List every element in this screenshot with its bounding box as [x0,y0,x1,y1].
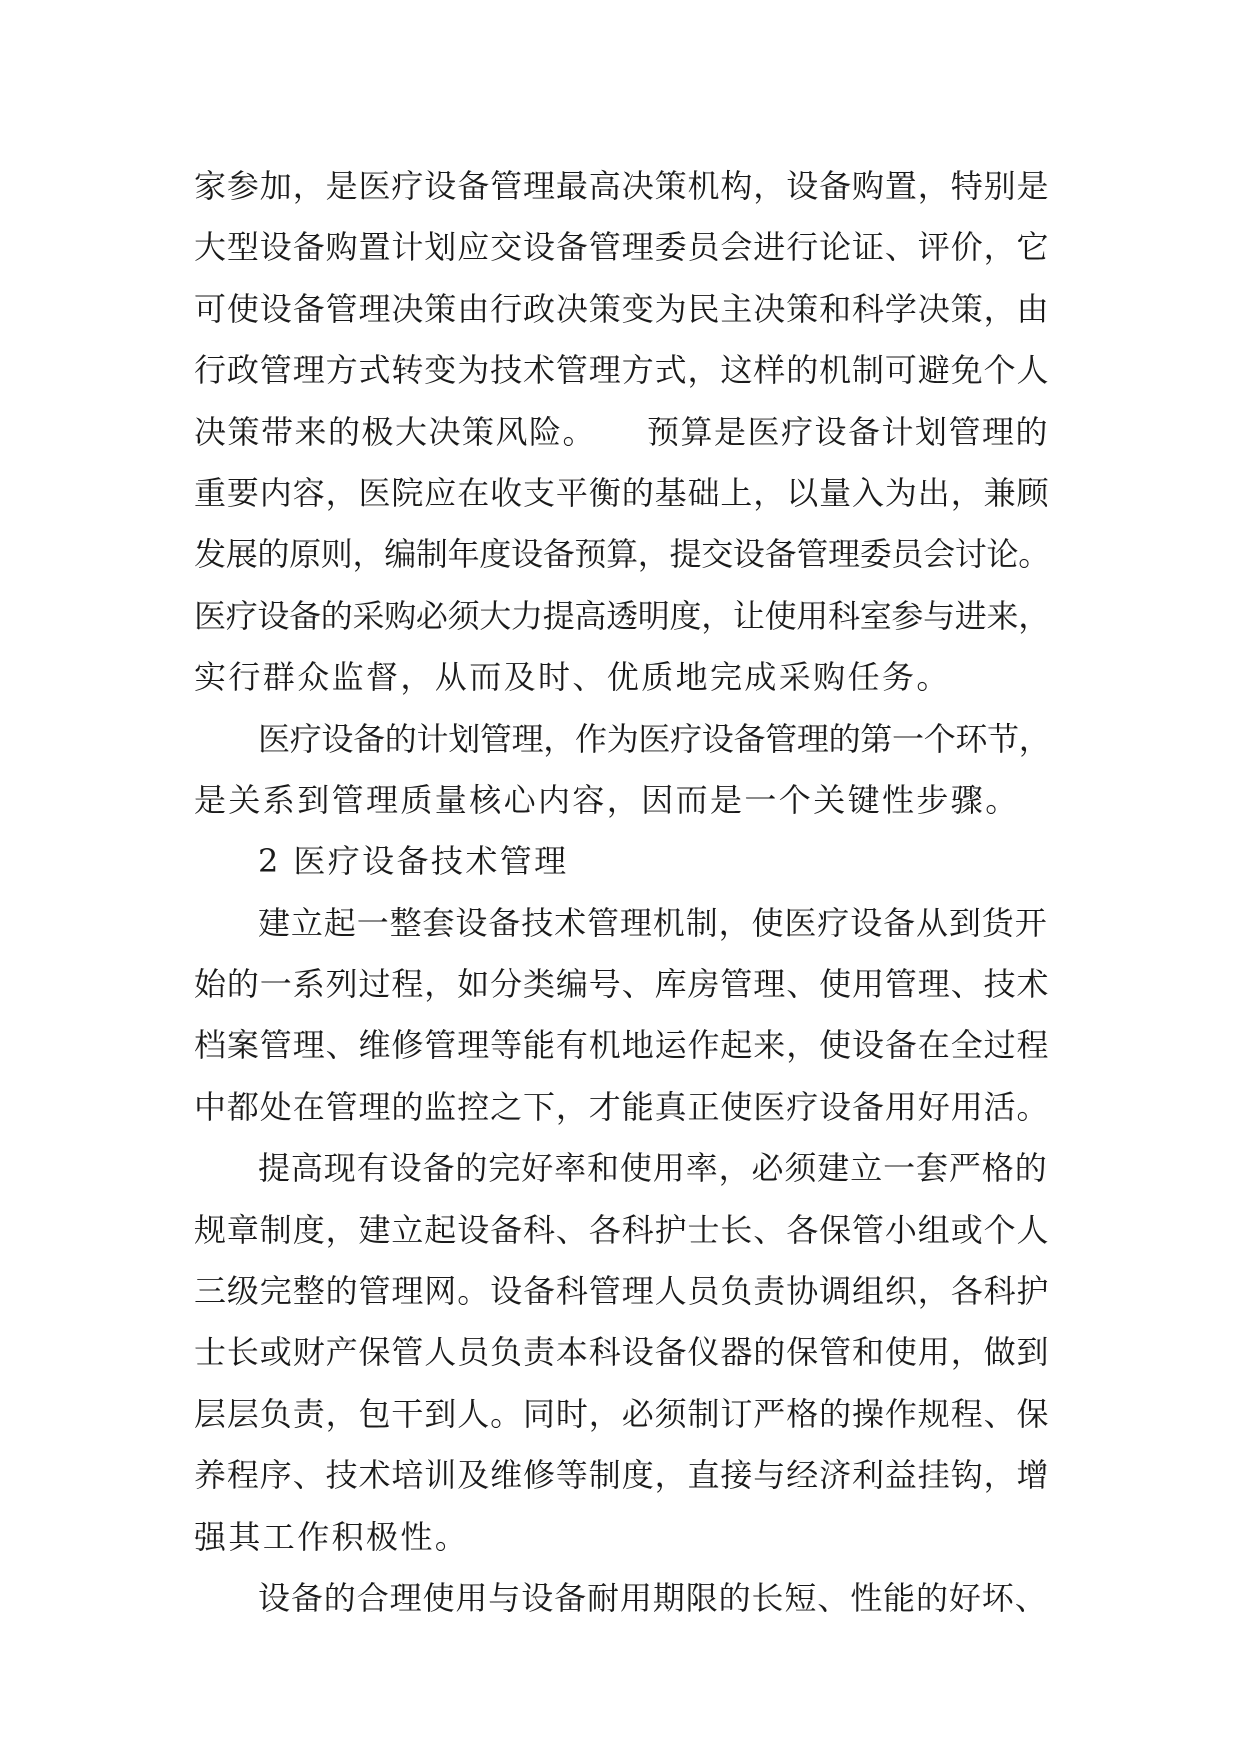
text-line: 档案管理、维修管理等能有机地运作起来，使设备在全过程 [194,1026,1050,1065]
text-line: 是关系到管理质量核心内容，因而是一个关键性步骤。 [194,780,1020,819]
text-line: 三级完整的管理网。设备科管理人员负责协调组织，各科护 [194,1272,1050,1311]
text-line: 行政管理方式转变为技术管理方式，这样的机制可避免个人 [194,351,1050,390]
text-line: 始的一系列过程，如分类编号、库房管理、使用管理、技术 [194,965,1050,1004]
text-line: 层层负责，包干到人。同时，必须制订严格的操作规程、保 [194,1394,1050,1433]
paragraph-first-line: 提高现有设备的完好率和使用率，必须建立一套严格的 [258,1149,1048,1188]
text-line: 实行群众监督，从而及时、优质地完成采购任务。 [194,658,951,697]
paragraph-first-line: 建立起一整套设备技术管理机制，使医疗设备从到货开 [258,903,1048,942]
text-line: 养程序、技术培训及维修等制度，直接与经济利益挂钩，增 [194,1456,1050,1495]
text-line: 医疗设备的采购必须大力提高透明度，让使用科室参与进来， [194,596,1050,635]
text-line: 决策带来的极大决策风险。 预算是医疗设备计划管理的 [194,412,1050,451]
text-line: 发展的原则，编制年度设备预算，提交设备管理委员会讨论。 [194,535,1050,574]
text-line: 规章制度，建立起设备科、各科护士长、各保管小组或个人 [194,1210,1050,1249]
text-line: 可使设备管理决策由行政决策变为民主决策和科学决策，由 [194,289,1050,328]
text-line: 强其工作积极性。 [194,1517,470,1556]
paragraph-first-line: 2 医疗设备技术管理 [258,842,569,881]
text-line: 中都处在管理的监控之下，才能真正使医疗设备用好用活。 [194,1087,1050,1126]
text-line: 重要内容，医院应在收支平衡的基础上，以量入为出，兼顾 [194,473,1050,512]
text-line: 家参加，是医疗设备管理最高决策机构，设备购置，特别是 [194,167,1050,205]
text-line: 大型设备购置计划应交设备管理委员会进行论证、评价，它 [194,228,1050,267]
body-text [194,156,1054,1629]
text-line: 士长或财产保管人员负责本科设备仪器的保管和使用，做到 [194,1333,1050,1372]
paragraph-first-line: 医疗设备的计划管理，作为医疗设备管理的第一个环节， [258,719,1051,758]
paragraph-first-line: 设备的合理使用与设备耐用期限的长短、性能的好坏、 [258,1578,1048,1617]
